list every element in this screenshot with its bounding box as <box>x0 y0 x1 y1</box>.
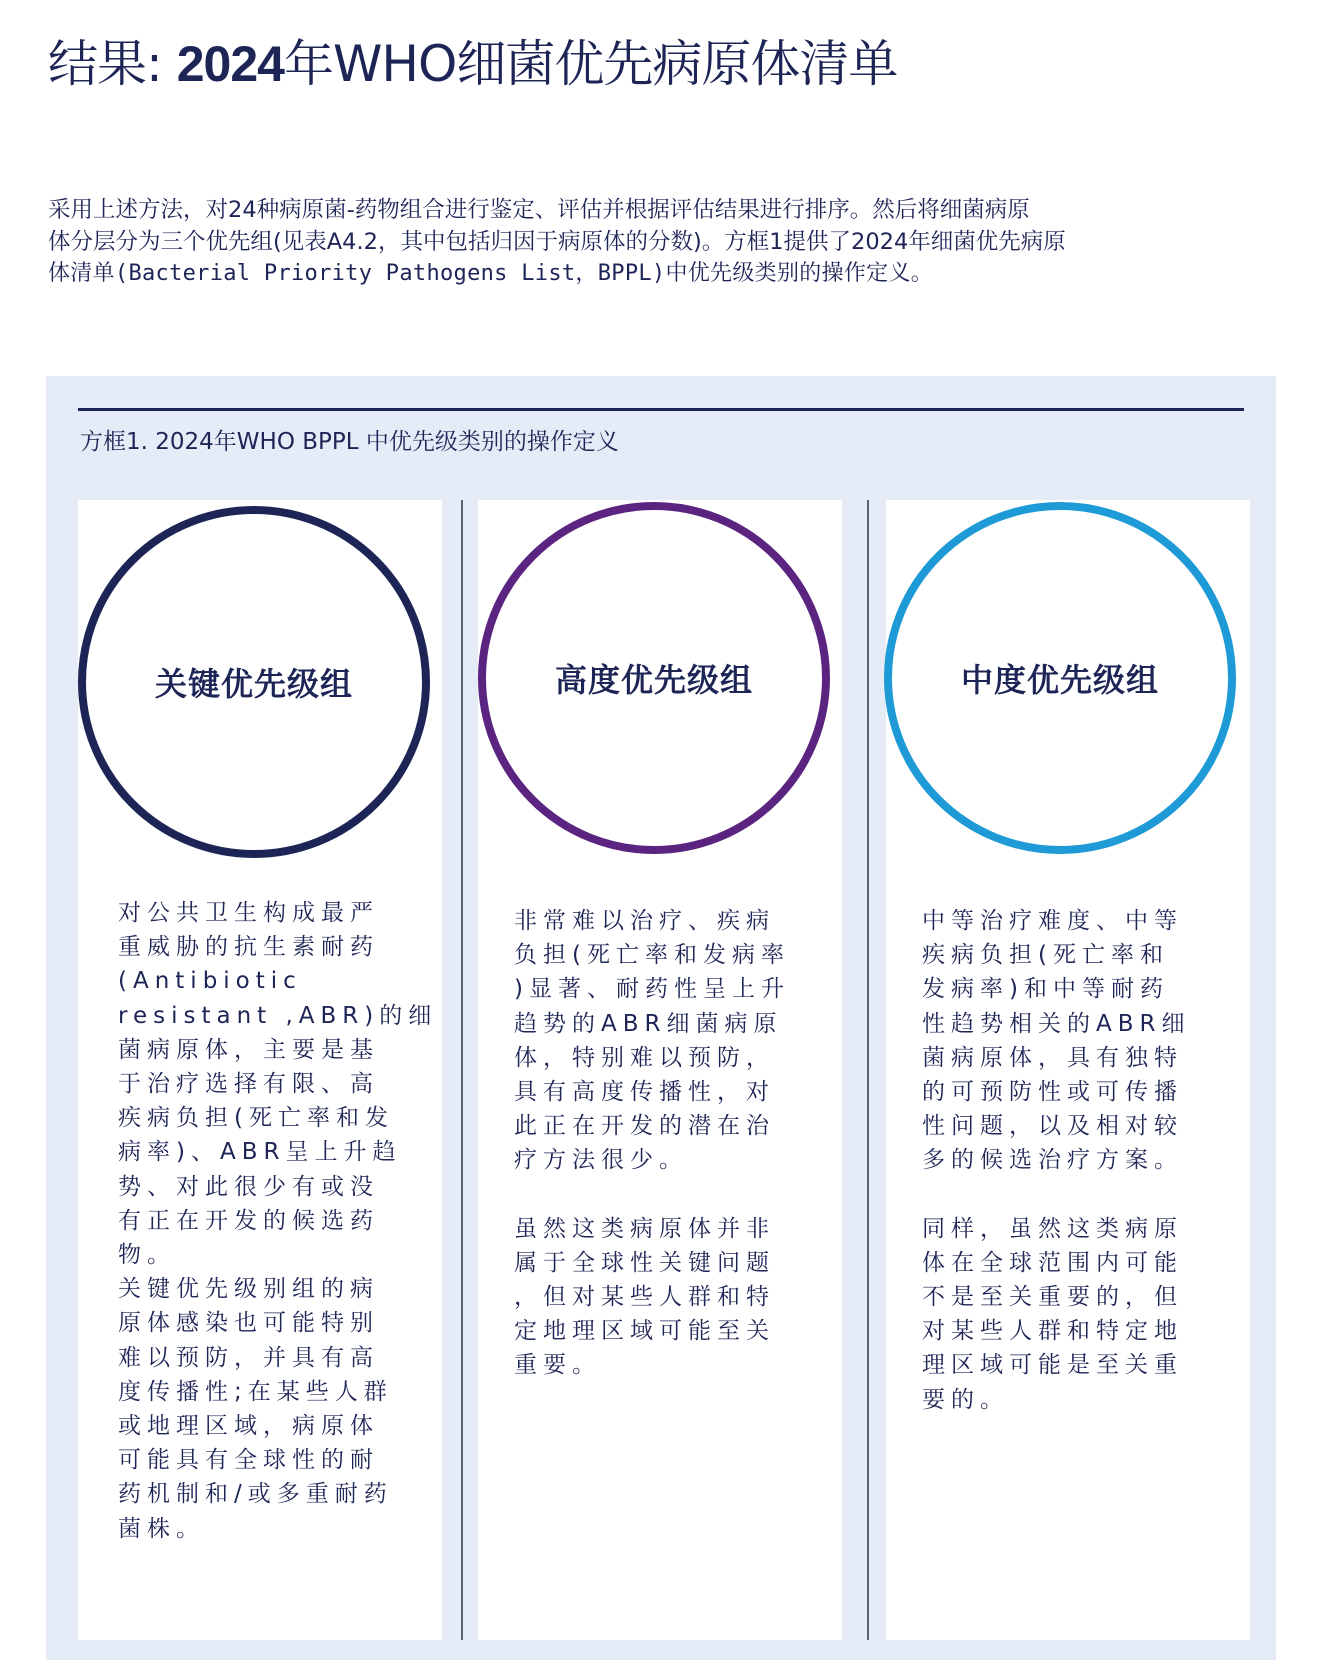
desc-line: 关键优先级别组的病 <box>118 1276 379 1303</box>
high-priority-description <box>514 904 790 1383</box>
desc-line: 同样，虽然这类病原 <box>922 1215 1183 1242</box>
intro-line: 采用上述方法，对24种病原菌-药物组合进行鉴定、评估并根据评估结果进行排序。然后将细菌病原 <box>48 197 1030 223</box>
desc-line: 原体感染也可能特别 <box>118 1310 379 1337</box>
high-priority-label: 高度优先级组 <box>554 661 753 699</box>
intro-line: 体分层分为三个优先组(见表A4.2，其中包括归因于病原体的分数)。方框1提供了2024年细菌优先病原 <box>48 229 1066 255</box>
desc-line: resistant ,ABR)的细 <box>118 1002 438 1029</box>
desc-line: 可能具有全球性的耐 <box>118 1447 379 1474</box>
high-priority-ring <box>478 502 830 854</box>
desc-line: 虽然这类病原体并非 <box>514 1215 775 1242</box>
desc-line: 属于全球性关键问题 <box>514 1249 775 1276</box>
desc-line: 非常难以治疗、疾病 <box>514 908 775 934</box>
desc-line: 具有高度传播性，对 <box>514 1079 775 1106</box>
desc-line: 菌株。 <box>118 1515 205 1542</box>
desc-line: 发病率)和中等耐药 <box>922 976 1169 1003</box>
column-divider <box>461 500 463 1640</box>
page-title-rest: 年WHO细菌优先病原体清单 <box>283 35 898 93</box>
box-title: 方框1. 2024年WHO BPPL 中优先级类别的操作定义 <box>80 429 619 455</box>
desc-line: 负担(死亡率和发病率 <box>514 942 790 969</box>
desc-line: 体在全球范围内可能 <box>922 1249 1183 1276</box>
desc-line: 不是至关重要的，但 <box>922 1284 1183 1311</box>
desc-line: 重要。 <box>514 1352 601 1379</box>
page-title-prefix: 结果: <box>48 35 177 93</box>
desc-line: 重威胁的抗生素耐药 <box>118 934 379 961</box>
intro-paragraph <box>48 194 1288 290</box>
desc-line: 中等治疗难度、中等 <box>922 908 1183 934</box>
paragraph-gap <box>922 1178 1191 1212</box>
desc-line: 性趋势相关的ABR细 <box>922 1010 1191 1037</box>
page-title-year: 2024 <box>176 36 284 92</box>
medium-priority-description <box>922 904 1191 1417</box>
desc-line: 菌病原体，主要是基 <box>118 1036 379 1063</box>
medium-priority-label: 中度优先级组 <box>960 661 1159 699</box>
desc-line: 或地理区域，病原体 <box>118 1413 379 1440</box>
desc-line: )显著、耐药性呈上升 <box>514 976 790 1003</box>
desc-line: ，但对某些人群和特 <box>514 1284 775 1311</box>
desc-line: 疾病负担(死亡率和 <box>922 942 1169 969</box>
medium-priority-ring <box>884 502 1236 854</box>
desc-line: 物。 <box>118 1242 176 1269</box>
desc-line: 对公共卫生构成最严 <box>118 900 379 926</box>
desc-line: (Antibiotic <box>118 968 302 995</box>
desc-line: 势、对此很少有或没 <box>118 1173 379 1200</box>
desc-line: 药机制和/或多重耐药 <box>118 1481 393 1508</box>
desc-line: 有正在开发的候选药 <box>118 1207 379 1234</box>
paragraph-gap <box>514 1178 790 1212</box>
desc-line: 病率)、ABR呈上升趋 <box>118 1139 402 1166</box>
desc-line: 疗方法很少。 <box>514 1147 688 1174</box>
critical-priority-description <box>118 896 437 1546</box>
desc-line: 趋势的ABR细菌病原 <box>514 1010 783 1037</box>
page-title <box>48 34 897 94</box>
desc-line: 菌病原体，具有独特 <box>922 1044 1183 1071</box>
column-divider <box>867 500 869 1640</box>
desc-line: 度传播性;在某些人群 <box>118 1378 393 1405</box>
critical-priority-ring <box>78 506 430 858</box>
desc-line: 对某些人群和特定地 <box>922 1318 1183 1345</box>
desc-line: 的可预防性或可传播 <box>922 1079 1183 1106</box>
critical-priority-label: 关键优先级组 <box>154 665 353 703</box>
desc-line: 多的候选治疗方案。 <box>922 1147 1183 1174</box>
desc-line: 此正在开发的潜在治 <box>514 1113 775 1140</box>
desc-line: 定地理区域可能至关 <box>514 1318 775 1345</box>
desc-line: 要的。 <box>922 1386 1009 1413</box>
desc-line: 于治疗选择有限、高 <box>118 1071 379 1098</box>
box-top-rule <box>78 408 1244 411</box>
desc-line: 体，特别难以预防， <box>514 1044 775 1071</box>
intro-line: 体清单(Bacterial Priority Pathogens List，BPPL)中优先级类别的操作定义。 <box>48 261 934 286</box>
desc-line: 理区域可能是至关重 <box>922 1352 1183 1379</box>
desc-line: 难以预防，并具有高 <box>118 1344 379 1371</box>
desc-line: 疾病负担(死亡率和发 <box>118 1105 394 1132</box>
desc-line: 性问题，以及相对较 <box>922 1113 1183 1140</box>
